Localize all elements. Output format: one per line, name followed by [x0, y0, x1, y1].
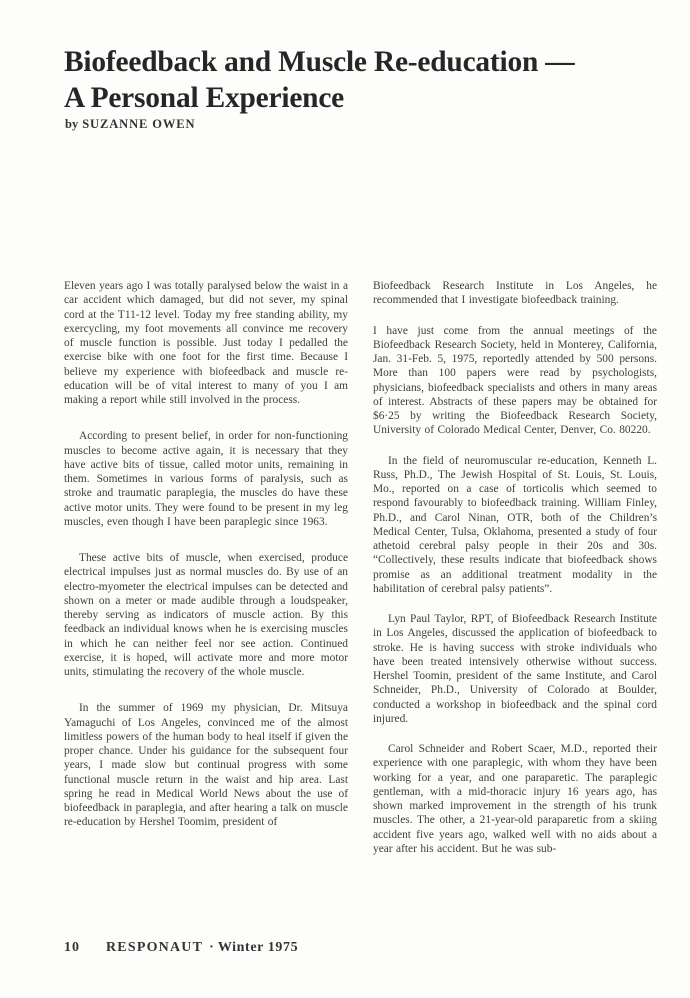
paragraph: Biofeedback Research Institute in Los Angeles, he recommended that I investigate biofeedback training. [373, 280, 657, 307]
byline [65, 117, 195, 132]
paragraph: Carol Schneider and Robert Scaer, M.D., reported their experience with one paraplegic, with whom they have been working for a year, and one paraparetic. The paraplegic gentleman, with a mid-thoracic injury 16 years ago, has shown marked improvement in the strength of his trunk muscles. The other, a 21-year-old paraparetic from a skiing accident five years ago, walked well with no aids about a year after his accident. But he was sub- [373, 743, 657, 855]
paragraph: Eleven years ago I was totally paralysed below the waist in a car accident which damaged, but did not sever, my spinal cord at the T11-12 level. Today my free standing ability, my exercycling, my foot movements all convince me recovery of muscle function is possible. Just today I pedalled the exercise bike with one foot for the first time. Because I believe my experience with biofeedback and muscle re-education will be of vital interest to many of you I am making a report while still involved in the process. [64, 280, 348, 406]
footer-separator: · [209, 940, 214, 955]
page-title-line-2: A Personal Experience [64, 81, 345, 114]
journal-name: RESPONAUT [106, 940, 204, 955]
paragraph: Lyn Paul Taylor, RPT, of Biofeedback Research Institute in Los Angeles, discussed the application of biofeedback to stroke. He is having success with stroke individuals who have been treated intensively otherwise without success. Hershel Toomin, president of the same Institute, and Carol Schneider, Ph.D., University of Colorado at Boulder, conducted a workshop in biofeedback and the spinal cord injured. [373, 613, 657, 725]
left-column [64, 279, 348, 852]
right-column [373, 279, 657, 872]
page-title [64, 44, 575, 116]
page-title-line-1: Biofeedback and Muscle Re-education — [64, 45, 575, 78]
issue-label: Winter 1975 [217, 940, 299, 955]
page-footer [64, 940, 298, 956]
byline-name: SUZANNE OWEN [82, 117, 196, 131]
paragraph: According to present belief, in order for non-functioning muscles to become active again, it is necessary that they have active bits of tissue, called motor units, remaining in them. Sometimes in various forms of paralysis, such as stroke and traumatic paraplegia, the muscles do have these active motor units. They were found to be present in my leg muscles, even though I have been paraplegic since 1963. [64, 430, 348, 528]
paragraph: In the summer of 1969 my physician, Dr. Mitsuya Yamaguchi of Los Angeles, convinced me of the almost limitless powers of the human body to heal itself if given the proper chance. Under his guidance for the subsequent four years, I made slow but continual progress with some functional muscle return in the waist and hip area. Last spring he read in Medical World News about the use of biofeedback in paraplegia, and after hearing a talk on muscle re-education by Hershel Toomim, president of [64, 702, 348, 829]
paragraph: I have just come from the annual meetings of the Biofeedback Research Society, held in Monterey, California, Jan. 31-Feb. 5, 1975, reportedly attended by 500 persons. More than 100 papers were read by psychologists, physicians, biofeedback specialists and others in many areas of interest. Abstracts of these papers may be obtained for $6·25 by writing the Biofeedback Research Society, University of Colorado Medical Center, Denver, Co. 80220. [373, 324, 657, 437]
page-number: 10 [64, 940, 80, 955]
paragraph: These active bits of muscle, when exercised, produce electrical impulses just as normal muscles do. By use of an electro-myometer the electrical impulses can be detected and shown on a meter or made audible through a loudspeaker, thereby serving as indicators of muscle action. By this feedback an individual knows when he is exercising muscles in which he can neither feel nor see action. Continued exercise, it is hoped, will activate more and more motor units, stimulating the recovery of the whole muscle. [64, 552, 348, 678]
byline-prefix: by [65, 117, 79, 131]
paragraph: In the field of neuromuscular re-education, Kenneth L. Russ, Ph.D., The Jewish Hospital of St. Louis, St. Louis, Mo., reported on a case of torticolis which seemed to respond favourably to biofeedback training. William Finley, Ph.D., and Carol Ninan, OTR, both of the Children’s Medical Center, Tulsa, Oklahoma, presented a study of four athetoid cerebral palsy people in their 20s and 30s. “Collectively, these results indicate that biofeedback shows promise as an additional treatment modality in the habilitation of cerebral palsy patients”. [373, 454, 657, 595]
